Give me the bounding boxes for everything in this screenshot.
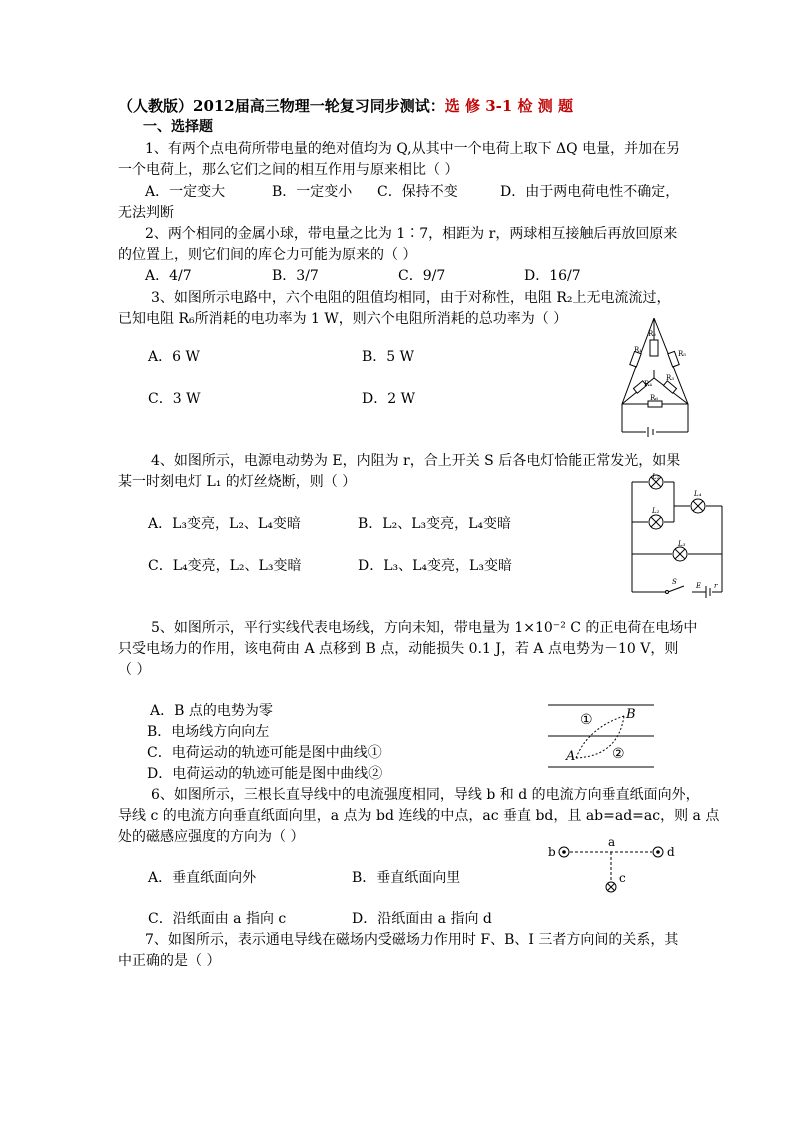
q5-option-c: C．电荷运动的轨迹可能是图中曲线① (147, 745, 382, 761)
q6-line3: 处的磁感应强度的方向为（ ） (118, 829, 305, 845)
q1-line1: 1、有两个点电荷所带电量的绝对值均为 Q,从其中一个电荷上取下 ΔQ 电量，并加在另 (145, 141, 681, 157)
label-r2: R₂ (648, 330, 657, 338)
label-r4: R₄ (644, 380, 653, 388)
q4-option-d: D．L₃、L₄变亮，L₃变暗 (358, 558, 512, 574)
wire-b-label: b (548, 845, 556, 859)
lamp-l3 (673, 547, 687, 561)
wire-d-label: d (667, 845, 675, 859)
point-b-label: B (626, 707, 636, 722)
q4-circuit-figure (622, 470, 734, 602)
q1-option-a: A．一定变大 (145, 184, 226, 200)
point-a-label: A (566, 749, 576, 764)
q5-option-d: D．电荷运动的轨迹可能是图中曲线② (147, 766, 383, 782)
q6-line2: 导线 c 的电流方向垂直纸面向里，a 点为 bd 连线的中点，ac 垂直 bd，且 ab=ad=ac，则 a 点 (118, 808, 720, 824)
q2-option-d: D．16/7 (524, 268, 581, 284)
q4-line1: 4、如图所示，电源电动势为 E，内阻为 r，合上开关 S 后各电灯恰能正常发光，如果 (151, 453, 681, 469)
q5-line1: 5、如图所示，平行实线代表电场线，方向未知，带电量为 1×10⁻² C 的正电荷在电场中 (151, 620, 698, 636)
q3-line1: 3、如图所示电路中，六个电阻的阻值均相同，由于对称性，电阻 R₂上无电流流过， (151, 290, 671, 306)
page-title (118, 96, 573, 116)
q1-option-d-cont: 无法判断 (118, 205, 174, 221)
q6-option-d: D．沿纸面由 a 指向 d (352, 911, 492, 927)
q2-option-a: A．4/7 (145, 268, 192, 284)
q5-option-a: A．B 点的电势为零 (150, 703, 273, 719)
q3-line2: 已知电阻 R₆所消耗的电功率为 1 W，则六个电阻所消耗的总功率为（ ） (118, 311, 568, 327)
lamp-l4 (691, 499, 705, 513)
q5-field-figure (540, 700, 660, 772)
switch-contact (666, 591, 669, 594)
q2-option-c: C．9/7 (398, 268, 446, 284)
q4-option-b: B．L₂、L₃变亮，L₄变暗 (358, 516, 512, 532)
title-suffix: 选 修 3-1 检 测 题 (444, 97, 573, 115)
wire-d-out-icon (653, 847, 663, 857)
q1-option-b: B．一定变小 (272, 184, 353, 200)
q7-line1: 7、如图所示，表示通电导线在磁场内受磁场力作用时 F、B、I 三者方向间的关系，其 (145, 932, 679, 948)
point-a-label: a (608, 835, 616, 849)
label-s: S (672, 578, 677, 586)
q6-option-a: A．垂直纸面向外 (148, 870, 257, 886)
q6-wire-figure (542, 832, 682, 896)
q4-line2: 某一时刻电灯 L₁ 的灯丝烧断，则（ ） (118, 474, 357, 490)
label-r6: R₆ (650, 394, 659, 402)
label-r1: R₁ (634, 346, 643, 354)
q6-line1: 6、如图所示，三根长直导线中的电流强度相同，导线 b 和 d 的电流方向垂直纸面向外， (151, 787, 700, 803)
label-l2: L₂ (652, 507, 660, 515)
section-heading: 一、选择题 (143, 119, 213, 135)
q5-line2: 只受电场力的作用，该电荷由 A 点移到 B 点，动能损失 0.1 J，若 A 点电势为－10 V，则 (118, 641, 679, 657)
label-l3: L₃ (678, 540, 686, 548)
curve-2-label: ② (612, 746, 625, 762)
label-l4: L₄ (694, 490, 702, 498)
q3-option-b: B．5 W (362, 349, 415, 365)
q2-option-b: B．3/7 (272, 268, 319, 284)
q7-line2: 中正确的是（ ） (118, 953, 221, 969)
label-l1: L₁ (652, 473, 660, 481)
q3-circuit-figure (612, 312, 702, 438)
curve-1-label: ① (580, 712, 593, 728)
q3-option-a: A．6 W (148, 349, 200, 365)
wire-c-in-icon (606, 882, 616, 892)
title-prefix: （人教版）2012届高三物理一轮复习同步测试： (118, 97, 445, 115)
q5-option-b: B．电场线方向向左 (147, 724, 270, 740)
q2-line2: 的位置上，则它们间的库仑力可能为原来的（ ） (118, 247, 417, 263)
q4-option-c: C．L₄变亮，L₂、L₃变暗 (148, 558, 302, 574)
q6-option-c: C．沿纸面由 a 指向 c (148, 911, 287, 927)
wire-b-out-icon (559, 847, 569, 857)
label-r3: R₃ (666, 374, 675, 382)
r3-resistor (663, 381, 676, 393)
wire-c-label: c (619, 871, 626, 885)
q6-option-b: B．垂直纸面向里 (352, 870, 461, 886)
r2-resistor (650, 340, 658, 356)
q1-option-d: D．由于两电荷电性不确定， (500, 184, 680, 200)
q1-line2: 一个电荷上，那么它们之间的相互作用与原来相比（ ） (118, 162, 459, 178)
q3-option-d: D．2 W (362, 391, 415, 407)
label-e: E (696, 582, 702, 590)
q3-option-c: C．3 W (148, 391, 201, 407)
q2-line1: 2、两个相同的金属小球，带电量之比为 1∶7，相距为 r，两球相互接触后再放回原来 (145, 226, 678, 242)
q4-option-a: A．L₃变亮，L₂、L₄变暗 (148, 516, 301, 532)
label-r: r (714, 582, 718, 590)
lamp-l2 (649, 515, 663, 529)
label-r5: R₅ (678, 350, 687, 358)
q5-line3: （ ） (118, 662, 151, 678)
q1-option-c: C．保持不变 (377, 184, 458, 200)
